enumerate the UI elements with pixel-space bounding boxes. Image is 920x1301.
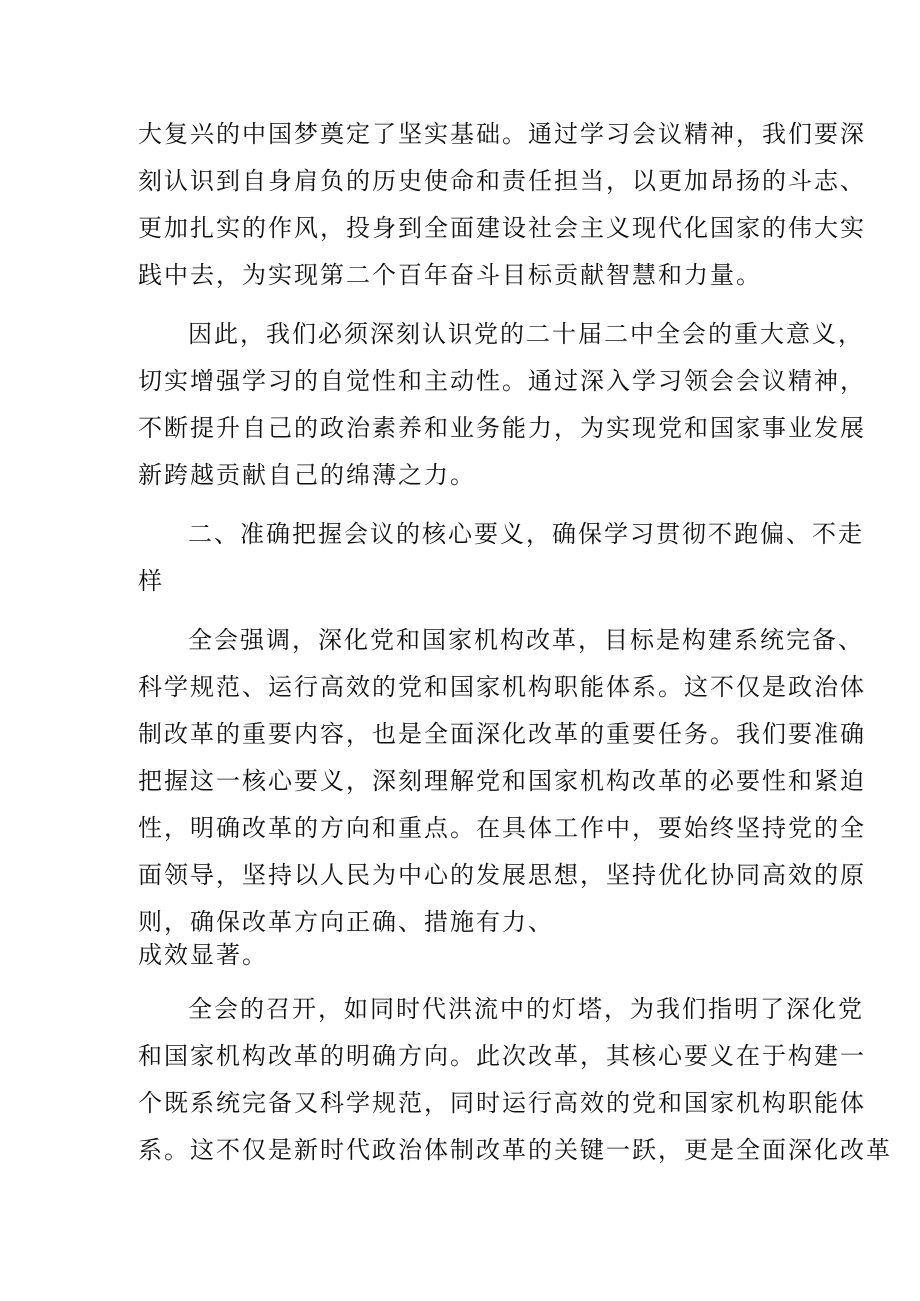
paragraph-2 — [138, 311, 866, 499]
text-line: 全会的召开，如同时代洪流中的灯塔，为我们指明了深化党 — [188, 995, 864, 1023]
text-line: 性，明确改革的方向和重点。在具体工作中，要始终坚持党的全 — [138, 814, 866, 842]
text-line: 更加扎实的作风，投身到全面建设社会主义现代化国家的伟大实 — [138, 214, 866, 242]
text-line: 科学规范、运行高效的党和国家机构职能体系。这不仅是政治体 — [138, 673, 866, 701]
text-line: 成效显著。 — [138, 941, 268, 969]
paragraph-4 — [138, 986, 892, 1174]
text-line: 面领导，坚持以人民为中心的发展思想，坚持优化协同高效的原 — [138, 861, 866, 889]
heading-line: 二、准确把握会议的核心要义，确保学习贯彻不跑偏、不走 — [188, 520, 864, 548]
text-line: 则，确保改革方向正确、措施有力、 — [138, 908, 554, 936]
text-line: 和国家机构改革的明确方向。此次改革，其核心要义在于构建一 — [138, 1042, 866, 1070]
paragraph-1 — [138, 111, 866, 299]
text-line: 系。这不仅是新时代政治体制改革的关键一跃，更是全面深化改革 — [138, 1136, 892, 1164]
section-heading — [138, 511, 864, 605]
text-line: 全会强调，深化党和国家机构改革，目标是构建系统完备、 — [188, 626, 864, 654]
text-line: 践中去，为实现第二个百年奋斗目标贡献智慧和力量。 — [138, 261, 762, 289]
paragraph-3 — [138, 617, 866, 974]
text-line: 制改革的重要内容，也是全面深化改革的重要任务。我们要准确 — [138, 720, 866, 748]
text-line: 切实增强学习的自觉性和主动性。通过深入学习领会会议精神， — [138, 367, 866, 395]
heading-line: 样 — [138, 567, 164, 595]
text-line: 刻认识到自身肩负的历史使命和责任担当，以更加昂扬的斗志、 — [138, 167, 866, 195]
text-line: 大复兴的中国梦奠定了坚实基础。通过学习会议精神，我们要深 — [138, 120, 866, 148]
text-line: 把握这一核心要义，深刻理解党和国家机构改革的必要性和紧迫 — [138, 767, 866, 795]
text-line: 个既系统完备又科学规范，同时运行高效的党和国家机构职能体 — [138, 1089, 866, 1117]
text-line: 不断提升自己的政治素养和业务能力，为实现党和国家事业发展 — [138, 414, 866, 442]
document-body — [138, 111, 892, 1174]
text-line: 因此，我们必须深刻认识党的二十届二中全会的重大意义， — [188, 320, 864, 348]
text-line: 新跨越贡献自己的绵薄之力。 — [138, 461, 476, 489]
